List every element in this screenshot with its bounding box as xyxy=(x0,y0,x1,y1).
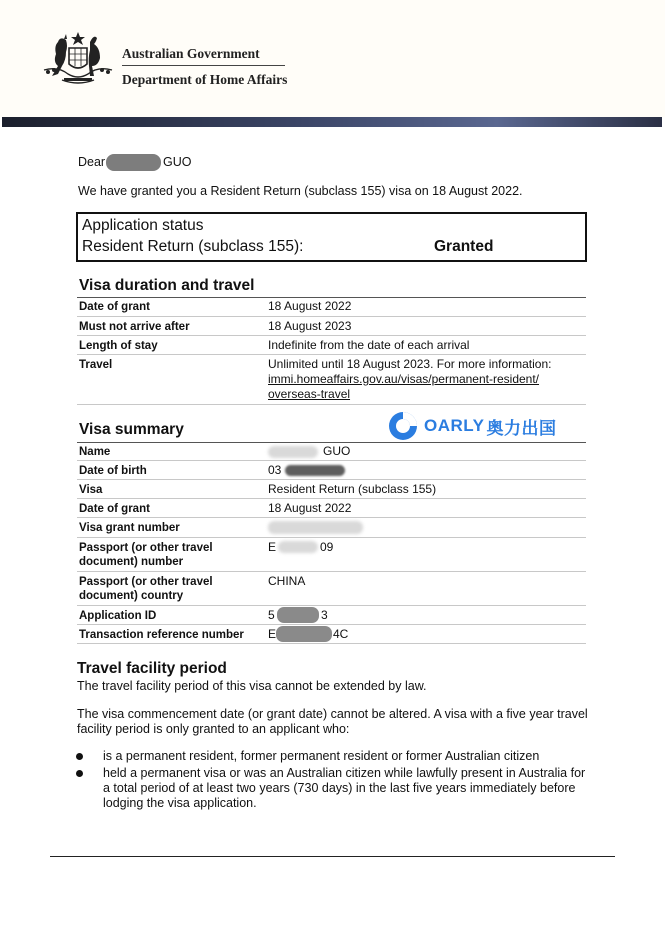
row-label-date-of-birth: Date of birth xyxy=(79,465,147,477)
row-divider xyxy=(77,479,586,480)
watermark-brand: OARLY xyxy=(424,416,485,435)
row-value-application-id-end: 3 xyxy=(321,608,328,622)
header-divider xyxy=(122,65,285,66)
row-label-application-id: Application ID xyxy=(79,610,157,622)
redacted-date-of-birth xyxy=(285,465,345,476)
department-name: Department of Home Affairs xyxy=(122,72,288,87)
travel-facility-para2-line2: facility period is only granted to an applicant who: xyxy=(77,722,350,736)
travel-facility-para2-line1: The visa commencement date (or grant date) cannot be altered. A visa with a five year travel xyxy=(77,707,588,721)
row-divider xyxy=(77,460,586,461)
row-value-travel: Unlimited until 18 August 2023. For more information: xyxy=(268,357,552,371)
row-label-travel: Travel xyxy=(79,359,113,371)
bullet-item-2-line2: a total period of at least two years (730 days) in the last five years immediately before xyxy=(103,781,576,795)
row-divider xyxy=(77,404,586,405)
status-label: Resident Return (subclass 155): xyxy=(82,238,304,255)
row-label-date-of-grant: Date of grant xyxy=(79,301,150,313)
travel-facility-para1: The travel facility period of this visa cannot be extended by law. xyxy=(77,679,427,693)
status-value: Granted xyxy=(434,238,494,255)
bullet-item-2-line1: held a permanent visa or was an Australian citizen while lawfully present in Australia for xyxy=(103,766,586,780)
row-label-passport-country-line1: Passport (or other travel xyxy=(79,576,213,588)
row-value-must-not-arrive: 18 August 2023 xyxy=(268,319,352,333)
row-divider xyxy=(77,624,586,625)
bullet-item-2-line3: lodging the visa application. xyxy=(103,796,257,810)
row-value-date-of-grant: 18 August 2022 xyxy=(268,299,352,313)
row-divider xyxy=(77,354,586,355)
bullet-item-1: is a permanent resident, former permanent resident or former Australian citizen xyxy=(103,749,540,763)
watermark xyxy=(388,410,556,442)
row-value-date-of-birth: 03 xyxy=(268,463,282,477)
row-value-application-id-start: 5 xyxy=(268,608,275,622)
coat-of-arms-icon xyxy=(38,30,118,88)
row-value-transaction-end: 4C xyxy=(333,627,349,641)
row-value-length-of-stay: Indefinite from the date of each arrival xyxy=(268,338,470,352)
grant-sentence: We have granted you a Resident Return (subclass 155) visa on 18 August 2022. xyxy=(78,184,523,198)
row-divider xyxy=(77,605,586,606)
row-label-length-of-stay: Length of stay xyxy=(79,340,158,352)
application-status-box xyxy=(76,212,587,262)
row-value-transaction-start: E xyxy=(268,627,277,641)
salutation-surname: GUO xyxy=(163,155,192,169)
row-value-name: GUO xyxy=(323,444,351,458)
row-label-passport-number-line1: Passport (or other travel xyxy=(79,542,213,554)
redacted-name xyxy=(268,446,318,458)
summary-title-rule xyxy=(77,442,586,443)
row-label-passport-country-line2: document) country xyxy=(79,590,184,602)
row-divider xyxy=(77,537,586,538)
row-value-passport-country: CHINA xyxy=(268,574,306,588)
row-divider xyxy=(77,643,586,644)
row-label-transaction-reference: Transaction reference number xyxy=(79,629,244,641)
row-value-visa: Resident Return (subclass 155) xyxy=(268,482,437,496)
row-label-name: Name xyxy=(79,446,111,458)
row-label-summary-date-of-grant: Date of grant xyxy=(79,503,150,515)
travel-facility-title: Travel facility period xyxy=(77,660,227,677)
redacted-transaction-reference xyxy=(276,626,332,642)
summary-title: Visa summary xyxy=(79,421,184,438)
header-band xyxy=(2,117,662,127)
row-value-passport-start: E xyxy=(268,540,277,554)
redacted-visa-grant-number xyxy=(268,521,363,534)
redacted-given-name xyxy=(106,154,161,171)
row-divider xyxy=(77,571,586,572)
salutation: Dear xyxy=(78,155,106,169)
row-divider xyxy=(77,335,586,336)
status-title: Application status xyxy=(82,217,204,234)
travel-info-link[interactable]: immi.homeaffairs.gov.au/visas/permanent-resident/ xyxy=(268,372,540,386)
row-label-visa-grant-number: Visa grant number xyxy=(79,522,180,534)
bullet-dot xyxy=(76,770,83,777)
redacted-application-id xyxy=(277,607,319,623)
row-label-passport-number-line2: document) number xyxy=(79,556,184,568)
travel-info-link-continued[interactable]: overseas-travel xyxy=(268,387,351,401)
redacted-passport-number xyxy=(278,541,318,553)
government-name: Australian Government xyxy=(122,46,260,61)
oarly-logo-icon xyxy=(388,411,418,441)
row-divider xyxy=(77,517,586,518)
row-value-passport-end: 09 xyxy=(320,540,334,554)
footer-divider xyxy=(50,856,615,857)
watermark-chinese: 奥力出国 xyxy=(486,418,557,438)
row-label-must-not-arrive: Must not arrive after xyxy=(79,321,190,333)
duration-title-rule xyxy=(77,297,586,298)
letterhead xyxy=(0,0,665,117)
row-divider xyxy=(77,316,586,317)
row-divider xyxy=(77,498,586,499)
row-label-visa: Visa xyxy=(79,484,103,496)
row-value-summary-date-of-grant: 18 August 2022 xyxy=(268,501,352,515)
duration-title: Visa duration and travel xyxy=(79,277,255,294)
bullet-dot xyxy=(76,753,83,760)
